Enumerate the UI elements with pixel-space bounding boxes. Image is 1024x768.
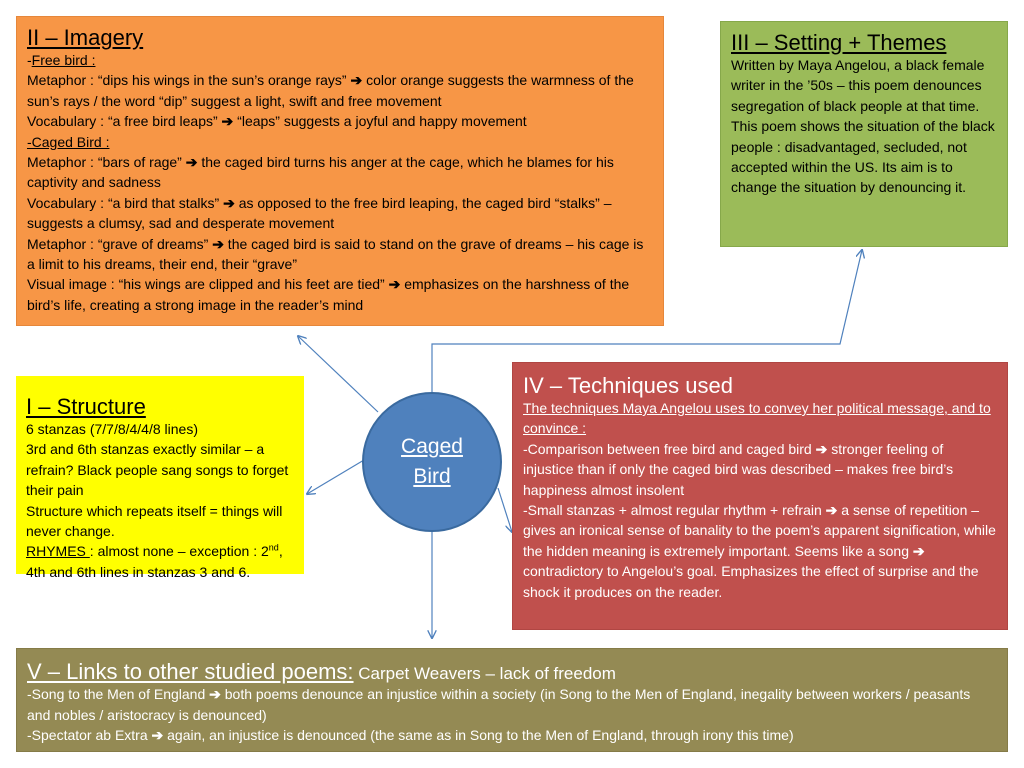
techniques-item: -Comparison between free bird and caged bird ➔ stronger feeling of injustice than if only the caged bird was described – makes free bird’s happiness almost insolent — [523, 440, 954, 498]
imagery-caged-line: Visual image : “his wings are clipped and his feet are tied” ➔ emphasizes on the harshness of the bird’s life, creating a strong image in the reader’s mind — [27, 276, 630, 313]
themes-box — [720, 21, 1008, 247]
themes-title: III – Setting + Themes — [731, 30, 947, 55]
right-arrow-icon: ➔ — [815, 440, 828, 457]
imagery-caged-line: Vocabulary : “a bird that stalks” ➔ as opposed to the free bird leaping, the caged bird “stalks” – suggests a clumsy, sad and desperate movement — [27, 194, 612, 232]
free-bird-heading: -Free bird : — [27, 52, 96, 68]
connector-to-imagery — [298, 336, 378, 412]
imagery-free-line: Metaphor : “dips his wings in the sun’s orange rays” ➔ color orange suggests the warmness of the sun’s rays / the word “dip” suggest a light, swift and free movement — [27, 72, 634, 109]
right-arrow-icon: ➔ — [825, 502, 838, 519]
links-title: V – Links to other studied poems: — [27, 659, 354, 684]
techniques-box — [512, 362, 1008, 630]
structure-line: 3rd and 6th stanzas exactly similar – a refrain? Black people sang songs to forget their pain — [26, 441, 289, 499]
links-heading — [27, 659, 997, 684]
right-arrow-icon: ➔ — [388, 276, 401, 293]
caged-bird-heading: -Caged Bird : — [27, 133, 110, 150]
links-item: -Song to the Men of England ➔ both poems denounce an injustice within a society (in Song to the Men of England, inegality between workers / peasants and nobles / aristocracy is denounced) — [27, 686, 971, 723]
right-arrow-icon: ➔ — [912, 542, 925, 559]
imagery-caged-line: Metaphor : “grave of dreams” ➔ the caged bird is said to stand on the grave of dreams – his cage is a limit to his dreams, their end, their “grave” — [27, 235, 644, 273]
structure-line: 6 stanzas (7/7/8/4/4/8 lines) — [26, 421, 198, 437]
imagery-box — [16, 16, 664, 326]
structure-title: I – Structure — [26, 394, 146, 419]
links-box — [16, 648, 1008, 752]
right-arrow-icon: ➔ — [185, 154, 198, 171]
right-arrow-icon: ➔ — [212, 235, 224, 252]
links-item: -Spectator ab Extra ➔ again, an injustice is denounced (the same as in Song to the Men of England, through irony this time) — [27, 727, 794, 744]
techniques-item: -Small stanzas + almost regular rhythm + refrain ➔ a sense of repetition – gives an ironical sense of banality to the poem’s apparent signification, while the hidden meaning is extremely important. Seems like a song ➔ contradictory to Angelou’s goal. Emphasizes the effect of surprise and the shock it produces on the reader. — [523, 502, 996, 600]
right-arrow-icon: ➔ — [209, 686, 221, 703]
imagery-caged-line: Metaphor : “bars of rage” ➔ the caged bird turns his anger at the cage, which he blames for his captivity and sadness — [27, 154, 614, 191]
structure-rhymes: RHYMES : almost none – exception : 2nd, 4th and 6th lines in stanzas 3 and 6. — [26, 542, 283, 580]
imagery-free-line: Vocabulary : “a free bird leaps” ➔ “leaps” suggests a joyful and happy movement — [27, 113, 527, 130]
right-arrow-icon: ➔ — [151, 727, 164, 744]
techniques-title: IV – Techniques used — [523, 373, 733, 398]
imagery-title: II – Imagery — [27, 25, 144, 50]
connector-to-techniques — [498, 488, 512, 532]
techniques-intro: The techniques Maya Angelou uses to convey her political message, and to convince : — [523, 400, 991, 437]
themes-paragraph: Written by Maya Angelou, a black female writer in the ’50s – this poem denounces segregation of black people at that time. — [731, 57, 985, 114]
themes-paragraph: This poem shows the situation of the black people : disadvantaged, secluded, not accepted within the US. Its aim is to change the situation by denouncing it. — [731, 118, 995, 196]
links-subtitle: Carpet Weavers – lack of freedom — [353, 664, 616, 683]
structure-box — [16, 376, 304, 580]
center-label-line2: Bird — [413, 465, 451, 488]
center-label-line1: Caged — [401, 435, 463, 458]
structure-line: Structure which repeats itself = things will never change. — [26, 502, 283, 540]
connector-to-structure — [307, 460, 364, 494]
caged-bird-node — [362, 392, 502, 532]
right-arrow-icon: ➔ — [221, 113, 234, 130]
right-arrow-icon: ➔ — [350, 72, 363, 89]
right-arrow-icon: ➔ — [223, 194, 235, 211]
